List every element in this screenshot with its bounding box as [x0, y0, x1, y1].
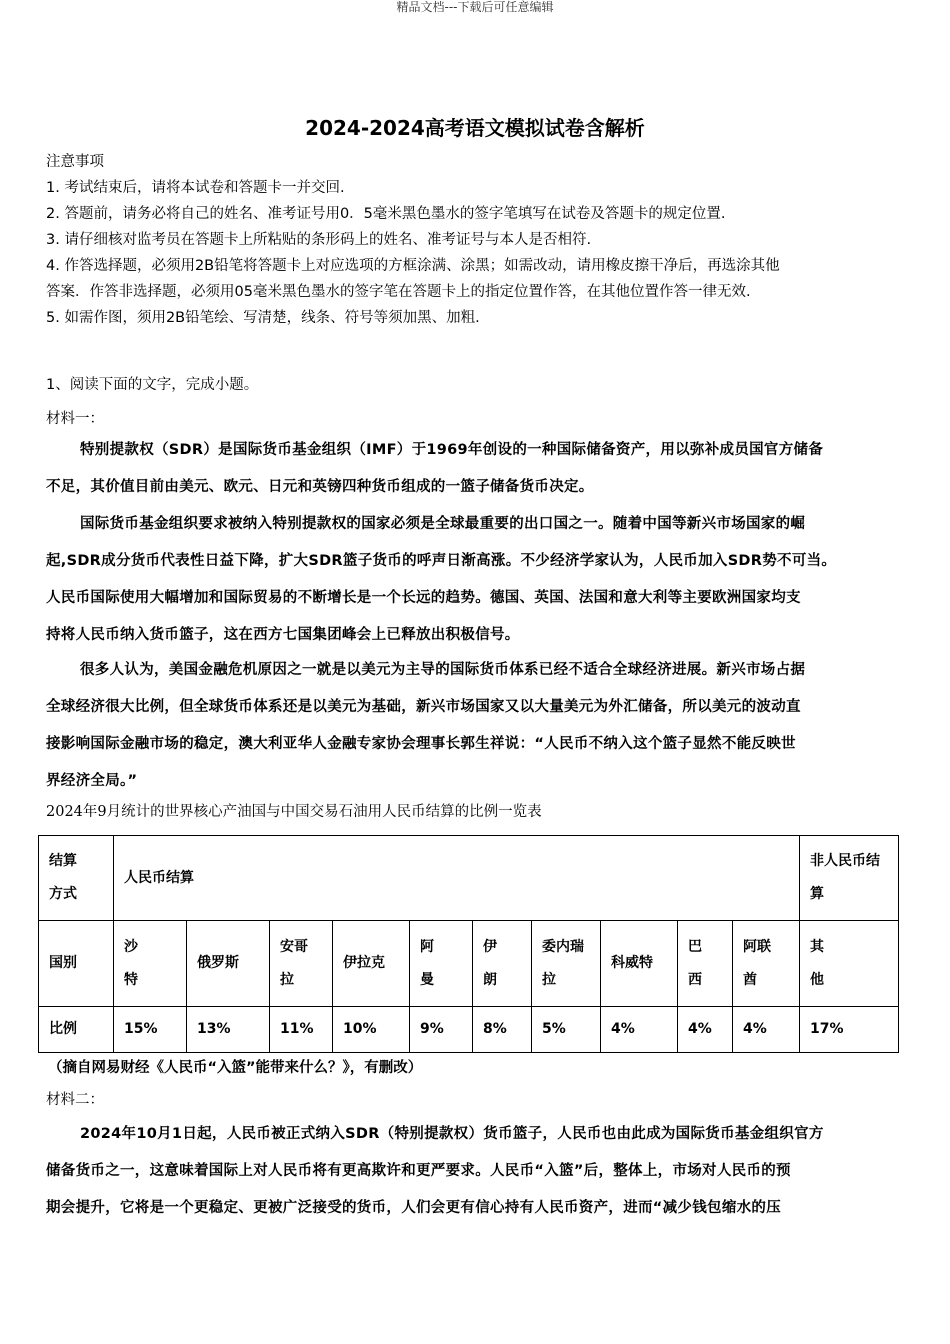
table-row — [39, 921, 899, 1007]
table-row — [39, 836, 899, 921]
table-caption: 2024年9月统计的世界核心产油国与中国交易石油用人民币结算的比例一览表 — [46, 804, 542, 820]
notice-line: 2. 答题前，请务必将自己的姓名、准考证号用0．5毫米黑色墨水的签字笔填写在试卷及答题卡的规定位置. — [46, 206, 726, 222]
table-cell: 8% — [473, 1007, 532, 1053]
notice-section — [46, 149, 906, 331]
table-cell: 11% — [270, 1007, 333, 1053]
table-cell: 4% — [678, 1007, 733, 1053]
table-cell: 结算 方式 — [39, 836, 114, 921]
table-cell: 10% — [333, 1007, 410, 1053]
paragraph-line: 全球经济很大比例，但全球货币体系还是以美元为基础，新兴市场国家又以大量美元为外汇储备，所以美元的波动直 — [46, 699, 801, 715]
notice-heading: 注意事项 — [46, 154, 104, 170]
page-title: 2024-2024高考语文模拟试卷含解析 — [305, 116, 645, 140]
table-cell: 沙 特 — [114, 921, 187, 1007]
table-cell: 非人民币结 算 — [800, 836, 899, 921]
page-header: 精品文档---下载后可任意编辑 — [396, 0, 554, 14]
table-row — [39, 1007, 899, 1053]
table-cell: 巴 西 — [678, 921, 733, 1007]
material1-paragraph-3 — [46, 652, 908, 800]
table-cell: 9% — [410, 1007, 473, 1053]
notice-line: 5. 如需作图，须用2B铅笔绘、写清楚，线条、符号等须加黑、加粗. — [46, 310, 480, 326]
paragraph-line: 界经济全局。” — [46, 773, 138, 789]
table-cell: 比例 — [39, 1007, 114, 1053]
table-cell: 4% — [733, 1007, 800, 1053]
table-cell: 4% — [601, 1007, 678, 1053]
table-cell: 委内瑞 拉 — [532, 921, 601, 1007]
table-cell: 17% — [800, 1007, 899, 1053]
paragraph-line: 2024年10月1日起，人民币被正式纳入SDR（特别提款权）货币篮子，人民币也由此成为国际货币基金组织官方 — [80, 1126, 824, 1142]
material1-label: 材料一： — [46, 411, 104, 427]
question-section — [46, 372, 906, 432]
table-cell: 俄罗斯 — [187, 921, 270, 1007]
notice-line: 答案．作答非选择题，必须用05毫米黑色墨水的签字笔在答题卡上的指定位置作答，在其他位置作答一律无效. — [46, 284, 751, 300]
question-prompt: 1、阅读下面的文字，完成小题。 — [46, 377, 259, 393]
paragraph-line: 起,SDR成分货币代表性日益下降，扩大SDR篮子货币的呼声日渐高涨。不少经济学家认为，人民币加入SDR势不可当。 — [46, 553, 837, 569]
paragraph-line: 特别提款权（SDR）是国际货币基金组织（IMF）于1969年创设的一种国际储备资产，用以弥补成员国官方储备 — [80, 442, 824, 458]
table-cell: 阿 曼 — [410, 921, 473, 1007]
paragraph-line: 持将人民币纳入货币篮子，这在西方七国集团峰会上已释放出积极信号。 — [46, 627, 520, 643]
settlement-table — [38, 835, 899, 1053]
notice-line: 1. 考试结束后，请将本试卷和答题卡一并交回. — [46, 180, 345, 196]
table-source: （摘自网易财经《人民币“入篮”能带来什么？》，有删改） — [48, 1060, 423, 1076]
paragraph-line: 储备货币之一，这意味着国际上对人民币将有更高欺许和更严要求。人民币“入篮”后，整体上，市场对人民币的预 — [46, 1163, 791, 1179]
table-cell: 阿联 酋 — [733, 921, 800, 1007]
table-cell: 安哥 拉 — [270, 921, 333, 1007]
material2-paragraph — [46, 1116, 908, 1227]
paragraph-line: 不足，其价值目前由美元、欧元、日元和英镑四种货币组成的一篮子储备货币决定。 — [46, 479, 594, 495]
table-cell: 科威特 — [601, 921, 678, 1007]
table-cell: 13% — [187, 1007, 270, 1053]
material1-paragraph-1 — [46, 432, 908, 506]
paragraph-line: 人民币国际使用大幅增加和国际贸易的不断增长是一个长远的趋势。德国、英国、法国和意大利等主要欧洲国家均支 — [46, 590, 801, 606]
table-cell: 国别 — [39, 921, 114, 1007]
material2-label: 材料二： — [46, 1092, 104, 1108]
table-cell: 其 他 — [800, 921, 899, 1007]
notice-line: 3. 请仔细核对监考员在答题卡上所粘贴的条形码上的姓名、准考证号与本人是否相符. — [46, 232, 592, 248]
notice-line: 4. 作答选择题，必须用2B铅笔将答题卡上对应选项的方框涂满、涂黑；如需改动，请用橡皮擦干净后，再选涂其他 — [46, 258, 780, 274]
table-cell: 5% — [532, 1007, 601, 1053]
paragraph-line: 很多人认为，美国金融危机原因之一就是以美元为主导的国际货币体系已经不适合全球经济进展。新兴市场占据 — [80, 662, 806, 678]
table-cell: 人民币结算 — [114, 836, 800, 921]
paragraph-line: 接影响国际金融市场的稳定，澳大利亚华人金融专家协会理事长郭生祥说：“人民币不纳入这个篮子显然不能反映世 — [46, 736, 796, 752]
table-cell: 伊 朗 — [473, 921, 532, 1007]
paragraph-line: 期会提升，它将是一个更稳定、更被广泛接受的货币，人们会更有信心持有人民币资产，进而“减少钱包缩水的压 — [46, 1200, 782, 1216]
material1-paragraph-2 — [46, 506, 908, 654]
table-cell: 伊拉克 — [333, 921, 410, 1007]
table-cell: 15% — [114, 1007, 187, 1053]
paragraph-line: 国际货币基金组织要求被纳入特别提款权的国家必须是全球最重要的出口国之一。随着中国等新兴市场国家的崛 — [80, 516, 806, 532]
